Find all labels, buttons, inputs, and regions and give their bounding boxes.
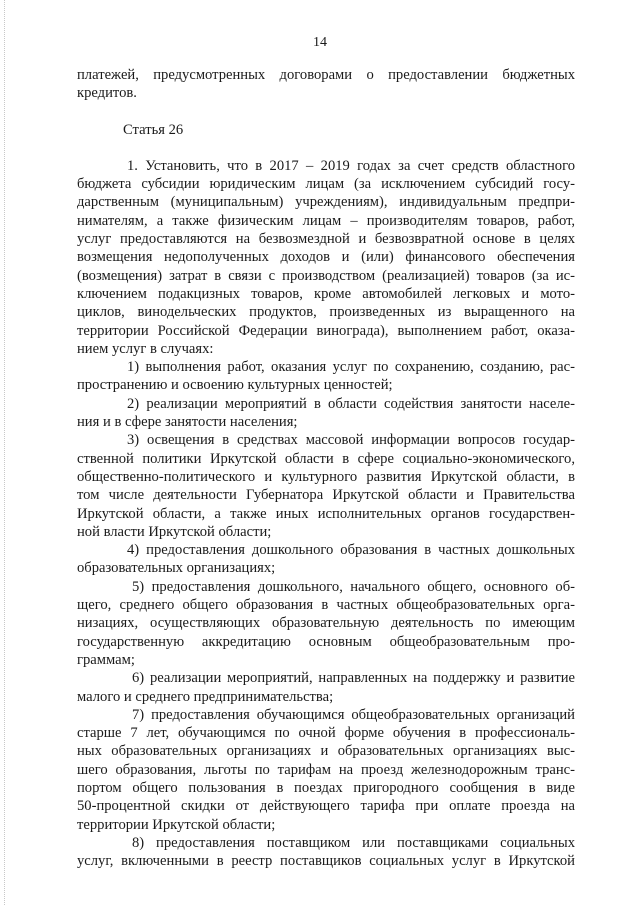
text-line: 1) выполнения работ, оказания услуг по сохранению, созданию, рас-: [127, 359, 575, 376]
text-line: возмещения недополученных доходов и (или) финансового обеспечения: [77, 249, 575, 266]
text-line: пространению и освоению культурных ценностей;: [77, 377, 393, 394]
text-line: 4) предоставления дошкольного образования в частных дошкольных: [127, 542, 575, 559]
text-line: дарственным (муниципальным) учреждениям), индивидуальным предпри-: [77, 194, 575, 211]
scan-edge: [4, 0, 6, 905]
text-line: ных образовательных организациях и образовательных организациях выс-: [77, 743, 575, 760]
text-line: 5) предоставления дошкольного, начального общего, основного об-: [132, 578, 575, 595]
text-line: ключением подакцизных товаров, кроме автомобилей легковых и мото-: [77, 285, 575, 302]
text-line: том числе деятельности Губернатора Иркутской области и Правительства: [77, 487, 575, 504]
text-line: 7) предоставления обучающимся общеобразовательных организаций: [132, 706, 575, 723]
text-line: Иркутской области, а также иных исполнительных органов государствен-: [77, 505, 575, 522]
page-number: 14: [313, 35, 327, 50]
text-line: территории Российской Федерации винограда), выполнением работ, оказа-: [77, 322, 575, 339]
text-line: циклов, винодельческих продуктов, произведенных из выращенного на: [77, 304, 575, 321]
text-line: щего, среднего общего образования в частных общеобразовательных орга-: [77, 597, 575, 614]
text-line: ной власти Иркутской области;: [77, 523, 272, 540]
text-line: ния и в сфере занятости населения;: [77, 414, 298, 431]
text-line: ственной политики Иркутской области в сфере социально-экономического,: [77, 450, 575, 467]
text-line: государственную аккредитацию основным общеобразовательным про-: [77, 633, 575, 650]
document-body: [77, 66, 575, 870]
intro-paragraph: [77, 66, 575, 103]
text-line: 6) реализации мероприятий, направленных на поддержку и развитие: [132, 670, 575, 687]
text-line: бюджета субсидии юридическим лицам (за исключением субсидий госу-: [77, 176, 575, 193]
text-line: нием услуг в случаях:: [77, 340, 214, 357]
text-line: малого и среднего предпринимательства;: [77, 688, 334, 705]
text-line: шего образования, льготы по тарифам на проезд железнодорожным транс-: [77, 761, 575, 778]
text-line: образовательных организациях;: [77, 560, 276, 577]
text-line: 2) реализации мероприятий в области содействия занятости населе-: [127, 395, 575, 412]
text-line: (возмещения) затрат в связи с производством (реализацией) товаров (за ис-: [77, 267, 575, 284]
text-line: платежей, предусмотренных договорами о предоставлении бюджетных: [77, 67, 575, 83]
text-line: общественно-политического и культурного развития Иркутской области, в: [77, 468, 575, 485]
text-line: кредитов.: [77, 85, 137, 102]
text-line: 8) предоставления поставщиком или поставщиками социальных: [132, 834, 575, 851]
text-line: граммам;: [77, 651, 135, 668]
article-body: [77, 157, 575, 871]
text-line: территории Иркутской области;: [77, 816, 276, 833]
text-line: 1. Установить, что в 2017 – 2019 годах за счет средств областного: [127, 157, 575, 174]
text-line: низациях, осуществляющих образовательную деятельность по имеющим: [77, 615, 575, 632]
text-line: услуг предоставляются на безвозмездной и безвозвратной основе в целях: [77, 231, 575, 248]
text-line: портом общего пользования в поездах пригородного сообщения в виде: [77, 779, 575, 796]
text-line: 3) освещения в средствах массовой информации вопросов государ-: [127, 432, 575, 449]
text-line: нимателям, а также физическим лицам – производителям товаров, работ,: [77, 212, 575, 229]
text-line: 50-процентной скидки от действующего тарифа при оплате проезда на: [77, 798, 575, 815]
article-heading: Статья 26: [123, 121, 184, 138]
text-line: услуг, включенными в реестр поставщиков социальных услуг в Иркутской: [77, 853, 575, 870]
text-line: старше 7 лет, обучающимся по очной форме обучения в профессиональ-: [77, 725, 575, 742]
